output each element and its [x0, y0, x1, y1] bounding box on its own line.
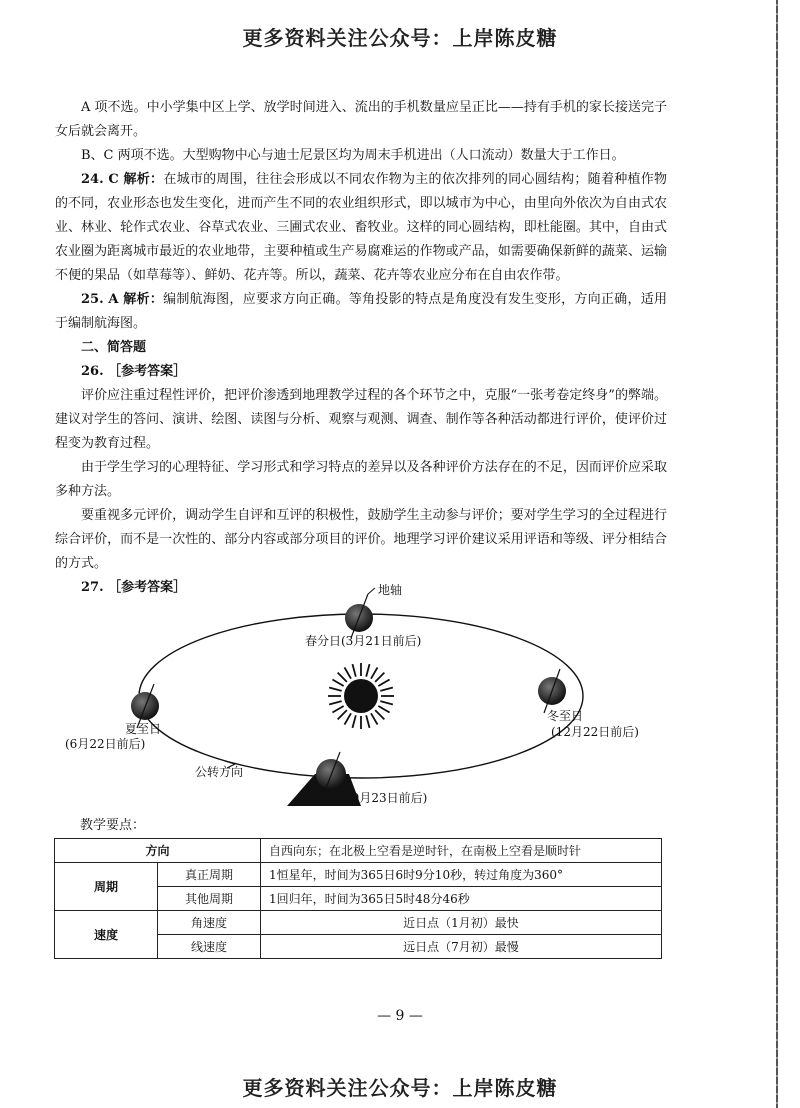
- question-26-heading: 26. ［参考答案］: [81, 364, 187, 379]
- spring-equinox-label: 春分日(3月21日前后): [305, 634, 422, 648]
- teaching-points-label: 教学要点：: [80, 818, 146, 833]
- footer-banner: 更多资料关注公众号：上岸陈皮糖: [242, 1076, 558, 1100]
- question-25-paragraph: [55, 288, 667, 336]
- table-row: [55, 839, 662, 863]
- speed-header: 速度: [55, 911, 158, 959]
- direction-header: 方向: [55, 839, 261, 863]
- angular-speed-label: 角速度: [158, 911, 261, 935]
- question-25-heading: 25. A 解析：: [81, 292, 164, 307]
- axis-label: 地轴: [378, 583, 403, 597]
- answer-text-block: [55, 96, 667, 600]
- revolution-direction-label: 公转方向: [195, 765, 244, 779]
- earth-spring-equinox: [345, 594, 373, 638]
- page-number: — 9 —: [377, 1008, 423, 1024]
- table-row: [55, 911, 662, 935]
- true-period-value: 1恒星年，时间为365日6时9分10秒，转过角度为360°: [261, 863, 662, 887]
- other-period-value: 1回归年，时间为365日5时48分46秒: [261, 887, 662, 911]
- summer-solstice-label: 夏至日: [125, 722, 162, 736]
- linear-speed-label: 线速度: [158, 935, 261, 959]
- question-25-body: 编制航海图，应要求方向正确。等角投影的特点是角度没有发生变形，方向正确，适用于编制航海图。: [55, 292, 667, 331]
- earth-winter-solstice: [538, 669, 566, 713]
- option-a-paragraph: A 项不选。中小学集中区上学、放学时间进入、流出的手机数量应呈正比——持有手机的家长接送完子女后就会离开。: [55, 100, 667, 139]
- question-26-answer-c: 要重视多元评价，调动学生自评和互评的积极性，鼓励学生主动参与评价；要对学生学习的全过程进行综合评价，而不是一次性的、部分内容或部分项目的评价。地理学习评价建议采用评语和等级、评分相结合的方式。: [55, 508, 667, 571]
- option-bc-paragraph: B、C 两项不选。大型购物中心与迪士尼景区均为周末手机进出（人口流动）数量大于工作日。: [81, 148, 625, 163]
- question-26-answer-b: 由于学生学习的心理特征、学习形式和学习特点的差异以及各种评价方法存在的不足，因而评价应采取多种方法。: [55, 460, 667, 499]
- autumn-equinox-label: (9月23日前后): [347, 791, 428, 805]
- true-period-label: 真正周期: [158, 863, 261, 887]
- other-period-label: 其他周期: [158, 887, 261, 911]
- winter-solstice-date: (12月22日前后): [551, 725, 639, 739]
- axis-pointer: [368, 588, 375, 594]
- direction-value: 自西向东；在北极上空看是逆时针，在南极上空看是顺时针: [261, 839, 662, 863]
- speed-slow-value: 远日点（7月初）最慢: [261, 935, 662, 959]
- question-26-answer-a: 评价应注重过程性评价，把评价渗透到地理教学过程的各个环节之中，克服“一张考卷定终身”的弊端。建议对学生的答问、演讲、绘图、读图与分析、观察与观测、调查、制作等各种活动都进行评价，使评价过程变为教育过程。: [55, 388, 667, 451]
- winter-solstice-label: 冬至日: [547, 709, 584, 723]
- table-row: [55, 863, 662, 887]
- header-banner: 更多资料关注公众号：上岸陈皮糖: [242, 26, 558, 50]
- question-24-paragraph: [55, 168, 667, 288]
- question-24-body: 在城市的周围，往往会形成以不同农作物为主的依次排列的同心圆结构；随着种植作物的不同，农业形态也发生变化，进而产生不同的农业组织形式，即以城市为中心，由里向外依次为自由式农业、林业、轮作式农业、谷草式农业、三圃式农业、畜牧业。这样的同心圆结构，即杜能圈。其中，自由式农业圈为距离城市最近的农业地带，主要种植或生产易腐难运的作物或产品，如需要确保新鲜的蔬菜、运输不便的果品（如草莓等）、鲜奶、花卉等。所以，蔬菜、花卉等农业应分布在自由农作带。: [55, 172, 667, 283]
- scan-edge-line: [776, 0, 778, 1108]
- question-27-heading: 27. ［参考答案］: [81, 580, 187, 595]
- period-header: 周期: [55, 863, 158, 911]
- teaching-points-table: [54, 838, 662, 959]
- earth-orbit-diagram: [55, 578, 675, 810]
- question-24-heading: 24. C 解析：: [81, 172, 164, 187]
- sun-icon: [328, 663, 394, 729]
- section-heading: 二、简答题: [81, 340, 147, 355]
- summer-solstice-date: (6月22日前后): [65, 737, 146, 751]
- speed-fast-value: 近日点（1月初）最快: [261, 911, 662, 935]
